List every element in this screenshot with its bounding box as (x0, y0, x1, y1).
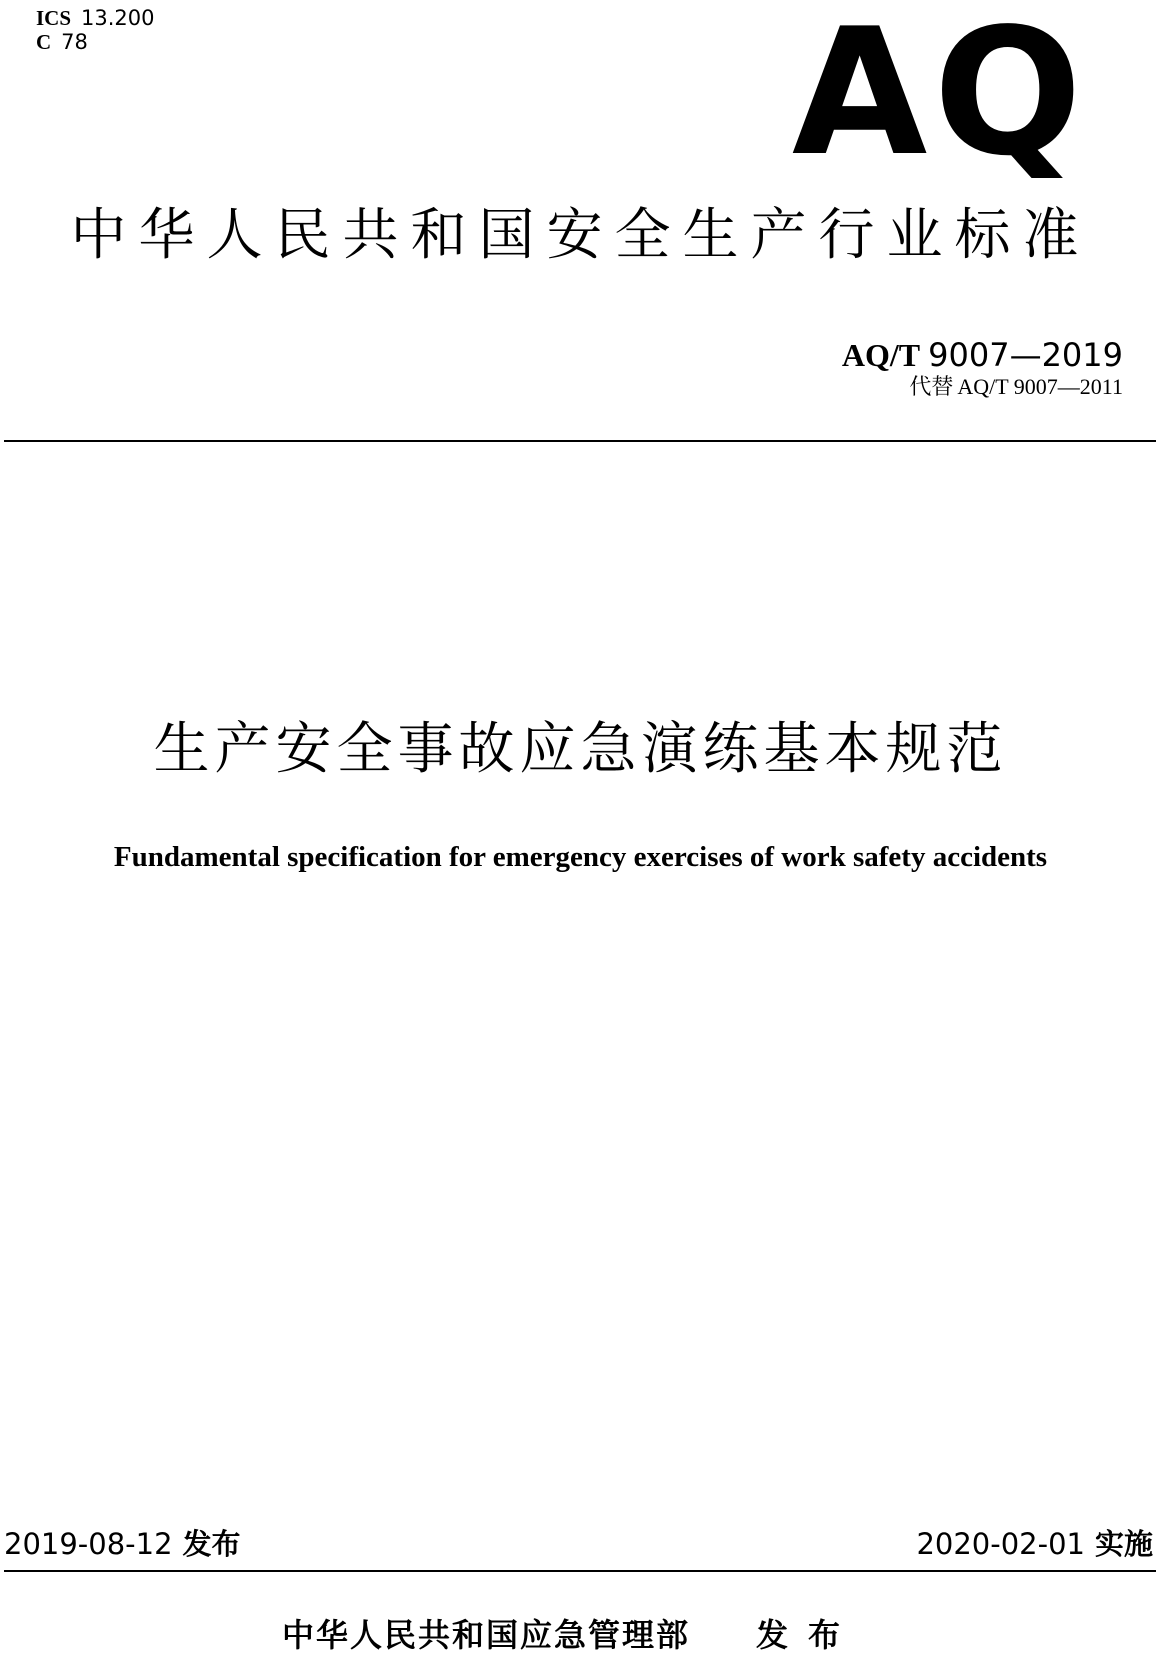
standard-number (842, 335, 1123, 375)
publish-date-value: 2019-08-12 (4, 1527, 173, 1561)
ics-value: 13.200 (81, 6, 155, 30)
publish-date-label: 发布 (182, 1527, 241, 1561)
ccs-code (36, 30, 88, 54)
document-title-english: Fundamental specification for emergency exercises of work safety accidents (113, 841, 1048, 873)
standard-prefix: AQ/T (841, 337, 921, 373)
standard-category-heading: 中华人民共和国安全生产行业标准 (70, 203, 1091, 268)
issuer (282, 1613, 860, 1657)
issuer-action: 发布 (756, 1616, 861, 1654)
document-title-chinese: 生产安全事故应急演练基本规范 (153, 717, 1008, 782)
issuer-name: 中华人民共和国应急管理部 (282, 1616, 691, 1654)
effective-date-value: 2020-02-01 (916, 1527, 1085, 1561)
ics-code (36, 6, 155, 30)
ccs-label: C (36, 30, 52, 54)
publish-date (4, 1526, 241, 1562)
effective-date-label: 实施 (1094, 1527, 1153, 1561)
bottom-divider (4, 1570, 1156, 1572)
aq-logo-text: AQ (791, 8, 1089, 178)
effective-date (916, 1526, 1153, 1562)
replaces-standard (909, 373, 1123, 402)
replaces-code: AQ/T 9007—2011 (957, 374, 1123, 399)
top-divider (4, 440, 1156, 442)
standard-code: 9007—2019 (928, 336, 1123, 374)
aq-logo (790, 8, 1090, 178)
ics-label: ICS (36, 6, 72, 30)
ccs-value: 78 (61, 30, 88, 54)
replaces-label: 代替 (909, 375, 954, 400)
